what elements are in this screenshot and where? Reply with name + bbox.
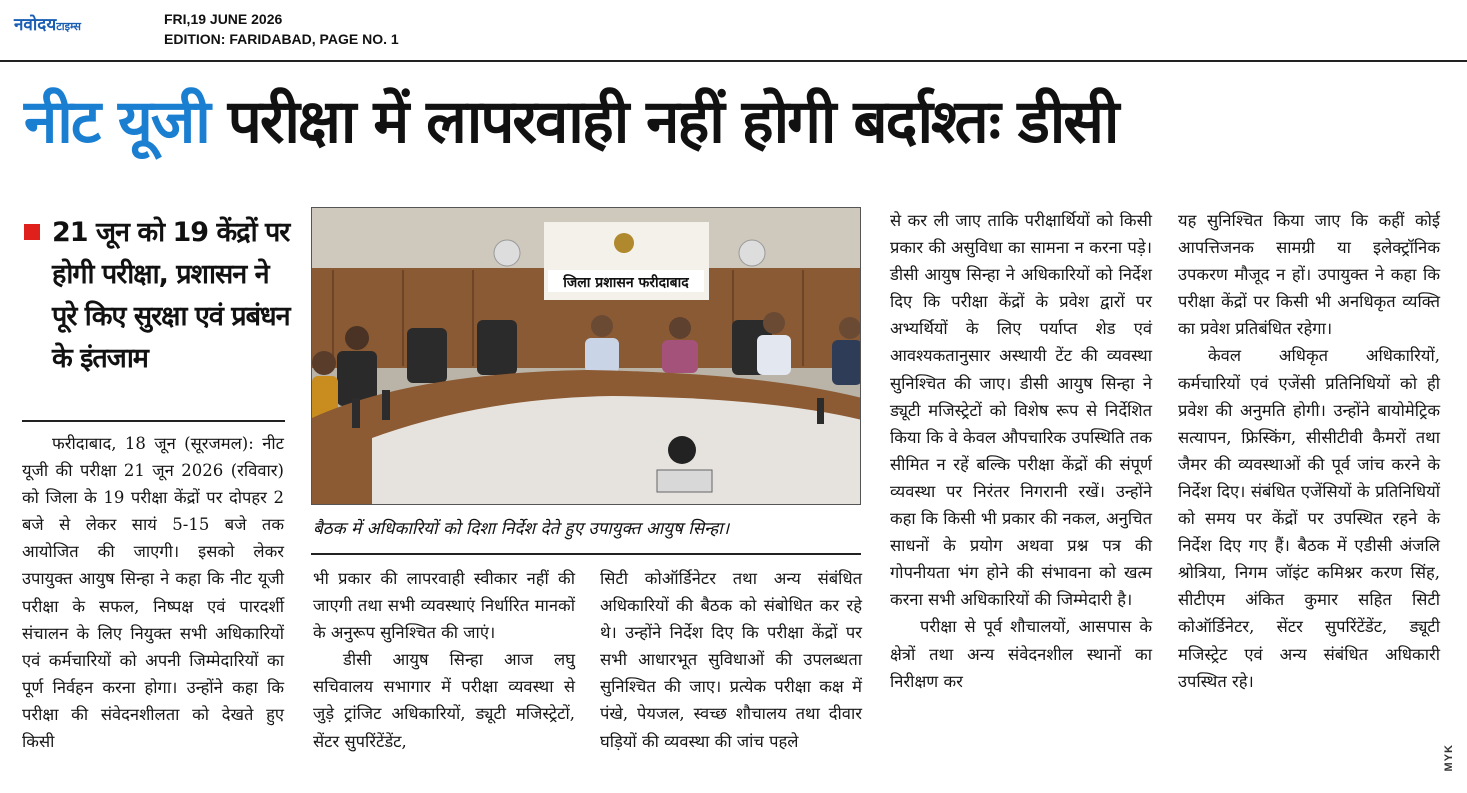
photo-caption: बैठक में अधिकारियों को दिशा निर्देश देते हुए उपायुक्त आयुष सिन्हा। xyxy=(313,519,730,539)
print-color-mark: MYK xyxy=(1443,744,1455,772)
article-column-5 xyxy=(1178,207,1440,695)
article-paragraph: सिटी कोऑर्डिनेटर तथा अन्य संबंधित अधिकारियों की बैठक को संबोधित कर रहे थे। उन्होंने निर्देश दिए कि परीक्षा केंद्रों पर सभी आधारभूत सुविधाओं की उपलब्धता सुनिश्चित की जाए। प्रत्येक परीक्षा कक्ष में पंखे, पेयजल, स्वच्छ शौचालय तथा दीवार घड़ियों की व्यवस्था की जांच पहले xyxy=(600,569,862,751)
photo-banner-text: जिला प्रशासन फरीदाबाद xyxy=(563,275,689,291)
masthead-divider xyxy=(0,60,1467,62)
headline-main: परीक्षा में लापरवाही नहीं होगी बर्दाश्तः डीसी xyxy=(227,87,1118,157)
article-paragraph: परीक्षा से पूर्व शौचालयों, आसपास के क्षेत्रों तथा अन्य संवेदनशील स्थानों का निरीक्षण कर xyxy=(890,617,1152,691)
meeting-photo xyxy=(311,207,861,505)
article-column-3 xyxy=(600,565,862,755)
newspaper-logo[interactable] xyxy=(14,12,81,35)
article-paragraph: फरीदाबाद, 18 जून (सूरजमल): नीट यूजी की परीक्षा 21 जून 2026 (रविवार) को जिला के 19 परीक्षा केंद्रों पर दोपहर 2 बजे से लेकर सायं 5-15 बजे तक आयोजित की जाएगी। इसको लेकर उपायुक्त आयुष सिन्हा ने कहा कि नीट यूजी परीक्षा के सफल, निष्पक्ष एवं पारदर्शी संचालन के लिए नियुक्त सभी अधिकारियों एवं कर्मचारियों को अपनी जिम्मेदारियों का पूर्ण निर्वहन करना होगा। उन्होंने कहा कि परीक्षा की संवेदनशीलता को देखते हुए किसी xyxy=(22,434,284,752)
page-headline xyxy=(24,86,1117,158)
logo-main: नवोदय xyxy=(14,15,57,35)
red-bullet-icon xyxy=(24,224,40,240)
article-paragraph: डीसी आयुष सिन्हा आज लघु सचिवालय सभागार में परीक्षा व्यवस्था से जुड़े ट्रांजिट अधिकारियों, ड्यूटी मजिस्ट्रेटों, सेंटर सुपरिंटेंडेंट, xyxy=(313,650,575,751)
article-paragraph: यह सुनिश्चित किया जाए कि कहीं कोई आपत्तिजनक सामग्री या इलेक्ट्रॉनिक उपकरण मौजूद न हों। उपायुक्त ने कहा कि परीक्षा केंद्रों पर किसी भी अनधिकृत व्यक्ति का प्रवेश प्रतिबंधित रहेगा। xyxy=(1178,211,1440,339)
article-paragraph: से कर ली जाए ताकि परीक्षार्थियों को किसी प्रकार की असुविधा का सामना न करना पड़े। डीसी आयुष सिन्हा ने अधिकारियों को निर्देश दिए कि परीक्षा केंद्रों के प्रवेश द्वारों पर अभ्यर्थियों के लिए पर्याप्त शेड एवं आवश्यकतानुसार अस्थायी टेंट की व्यवस्था सुनिश्चित की जाए। डीसी आयुष सिन्हा ने ड्यूटी मजिस्ट्रेटों को विशेष रूप से निर्देशित किया कि वे केवल औपचारिक उपस्थिति तक सीमित न रहें बल्कि परीक्षा केंद्रों की संपूर्ण व्यवस्था पर निरंतर निगरानी रखें। उन्होंने कहा कि किसी भी प्रकार की नकल, अनुचित साधनों के प्रयोग अथवा प्रश्न पत्र की गोपनीयता भंग होने की संभावना को खत्म करना सभी अधिकारियों की जिम्मेदारी है। xyxy=(890,211,1152,610)
article-column-4 xyxy=(890,207,1152,695)
issue-date: FRI,19 JUNE 2026 xyxy=(164,11,283,27)
meeting-photo-illustration xyxy=(312,208,861,505)
subheading-divider xyxy=(22,420,285,422)
article-column-1 xyxy=(22,430,284,755)
logo-sub: टाइम्स xyxy=(56,20,81,33)
subheading-text: 21 जून को 19 केंद्रों पर होगी परीक्षा, प्रशासन ने पूरे किए सुरक्षा एवं प्रबंधन के इंतजाम xyxy=(52,217,290,374)
masthead xyxy=(0,0,1467,60)
edition-page: EDITION: FARIDABAD, PAGE NO. 1 xyxy=(164,31,399,47)
article-paragraph: भी प्रकार की लापरवाही स्वीकार नहीं की जाएगी तथा सभी व्यवस्थाएं निर्धारित मानकों के अनुरूप सुनिश्चित की जाएं। xyxy=(313,569,575,643)
edition-info xyxy=(164,9,399,49)
article-column-2 xyxy=(313,565,575,755)
article-paragraph: केवल अधिकृत अधिकारियों, कर्मचारियों एवं एजेंसी प्रतिनिधियों को ही प्रवेश की अनुमति होगी। उन्होंने बायोमेट्रिक सत्यापन, फ्रिस्किंग, सीसीटीवी कैमरों तथा जैमर की व्यवस्थाओं की पूर्व जांच करने के निर्देश दिए। संबंधित एजेंसियों के प्रतिनिधियों को समय पर केंद्रों पर उपस्थित रहने के निर्देश दिए गए हैं। बैठक में एडीसी अंजलि श्रोत्रिया, निगम जॉइंट कमिश्नर करण सिंह, सीटीएम अंकित कुमार सहित सिटी कोऑर्डिनेटर, सेंटर सुपरिंटेंडेंट, ड्यूटी मजिस्ट्रेट एवं अन्य संबंधित अधिकारी उपस्थित रहे। xyxy=(1178,346,1440,691)
caption-divider xyxy=(311,553,861,555)
headline-highlight: नीट यूजी xyxy=(24,87,209,157)
